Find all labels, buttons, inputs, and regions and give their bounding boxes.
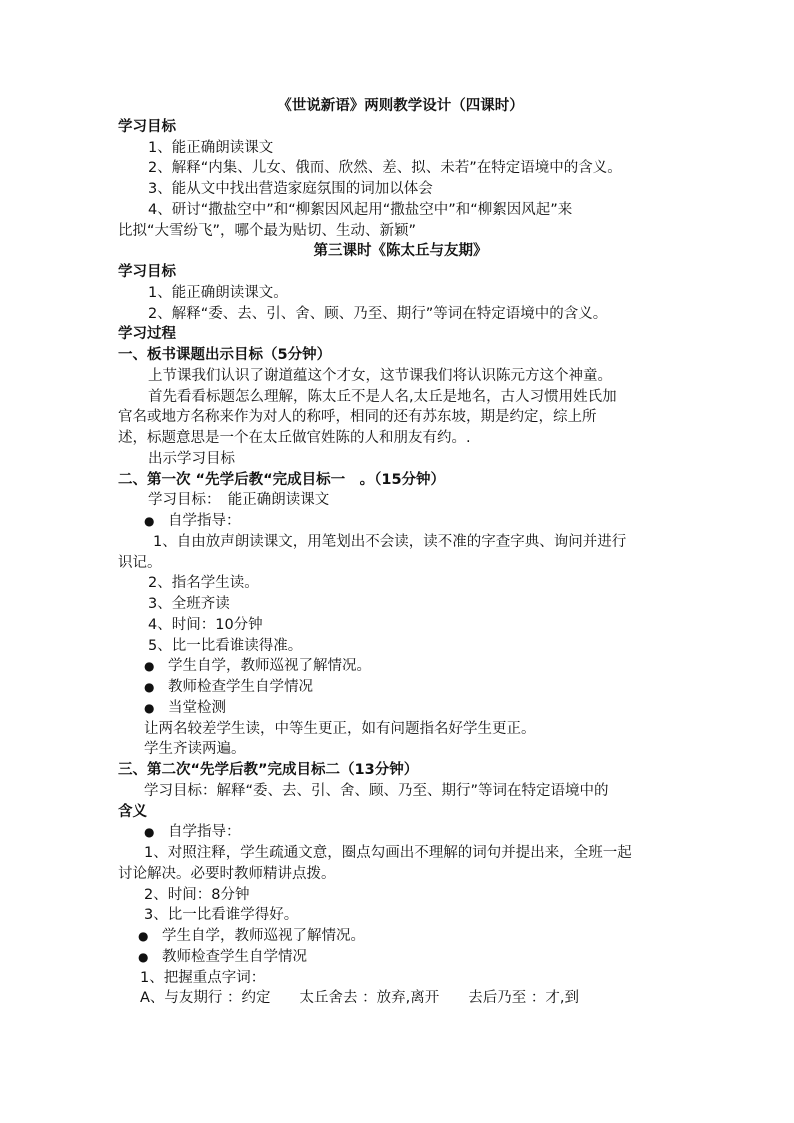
bullet-icon: ● (138, 929, 149, 943)
section2-guide: ● 自学指导： (118, 511, 683, 532)
document-content (118, 96, 683, 1009)
section2-goal: 学习目标： 能正确朗读课文 (148, 492, 330, 509)
bullet-icon: ● (144, 825, 155, 840)
keywords-line: A、与友期行 ：约定 太丘舍去 ：放弃,离开 去后乃至 ：才,到 (140, 990, 579, 1007)
goal-item-continued: 比拟“大雪纷飞”，哪个最为贴切、生动、新颖” (118, 222, 417, 239)
section3-step: 2、时间：8分钟 (144, 886, 250, 903)
section2-step: 1、自由放声朗读课文，用笔划出不会读，读不准的字查字典、询问并进行 (153, 533, 627, 550)
section1-paragraph: 出示学习目标 (148, 450, 235, 467)
section1-paragraph: 上节课我们认识了谢道蕴这个才女，这节课我们将认识陈元方这个神童。 (148, 367, 612, 384)
process-heading: 学习过程 (118, 326, 176, 343)
section2-step: 识记。 (118, 554, 162, 571)
section3-step: 3、比一比看谁学得好。 (144, 907, 299, 924)
lesson3-goals-heading: 学习目标 (118, 264, 176, 280)
section2-step: 2、指名学生读。 (148, 575, 259, 592)
section3-bullet: ● 教师检查学生自学情况 (118, 947, 683, 968)
learning-goals-heading: 学习目标 (118, 118, 176, 135)
goal-item: 4、研讨“撒盐空中”和“柳絮因风起用“撒盐空中”和“柳絮因风起”来 (148, 201, 573, 218)
bullet-icon: ● (144, 700, 155, 715)
goal-item: 3、能从文中找出营造家庭氛围的词加以体会 (148, 181, 433, 197)
goal-item: 1、能正确朗读课文 (148, 139, 274, 156)
section1-paragraph: 官名或地方名称来作为对人的称呼，相同的还有苏东坡，期是约定，综上所 (118, 409, 597, 426)
section3-bullet: ● 学生自学，教师巡视了解情况。 (118, 926, 683, 947)
section2-bullet: ● 教师检查学生自学情况 (118, 677, 683, 698)
section3-step: 1、对照注释，学生疏通文意，圈点勾画出不理解的词句并提出来，全班一起 (144, 845, 632, 861)
section2-bullet: ● 学生自学，教师巡视了解情况。 (118, 656, 683, 677)
section3-step: 讨论解决。必要时教师精讲点拨。 (118, 865, 336, 882)
section2-note: 让两名较差学生读，中等生更正，如有问题指名好学生更正。 (144, 720, 536, 737)
section1-heading: 一、板书课题出示目标（5分钟） (118, 347, 332, 363)
bullet-icon: ● (144, 514, 155, 528)
section3-guide: ● 自学指导： (118, 822, 683, 843)
section1-paragraph: 首先看看标题怎么理解，陈太丘不是人名,太丘是地名，古人习惯用姓氏加 (148, 388, 617, 405)
document-title: 《世说新语》两则教学设计（四课时） (277, 98, 524, 114)
keywords-heading: 1、把握重点字词： (140, 969, 266, 986)
section3-goal-continued: 含义 (118, 803, 147, 820)
section2-step: 4、时间：10分钟 (148, 616, 263, 633)
bullet-icon: ● (144, 680, 155, 694)
bullet-icon: ● (144, 659, 155, 674)
goal-item: 2、解释“内集、儿女、俄而、欣然、差、拟、未若”在特定语境中的含义。 (148, 160, 622, 177)
section3-heading: 三、第二次“先学后教”完成目标二（13分钟） (118, 762, 419, 778)
section3-goal: 学习目标：解释“委、去、引、舍、顾、乃至、期行”等词在特定语境中的 (144, 782, 609, 799)
section2-step: 3、全班齐读 (148, 596, 230, 612)
lesson3-title: 第三课时《陈太丘与友期》 (313, 243, 488, 260)
bullet-icon: ● (138, 949, 149, 964)
section2-step: 5、比一比看谁读得准。 (148, 637, 303, 654)
section2-bullet: ● 当堂检测 (118, 698, 683, 719)
lesson3-goal-item: 2、解释“委、去、引、舍、顾、乃至、期行”等词在特定语境中的含义。 (148, 305, 608, 322)
section1-paragraph: 述，标题意思是一个在太丘做官姓陈的人和朋友有约。. (118, 430, 471, 446)
lesson3-goal-item: 1、能正确朗读课文。 (148, 284, 288, 301)
section2-heading: 二、第一次 “先学后教“完成目标一 。（15分钟） (118, 471, 446, 488)
section2-note: 学生齐读两遍。 (144, 741, 246, 758)
